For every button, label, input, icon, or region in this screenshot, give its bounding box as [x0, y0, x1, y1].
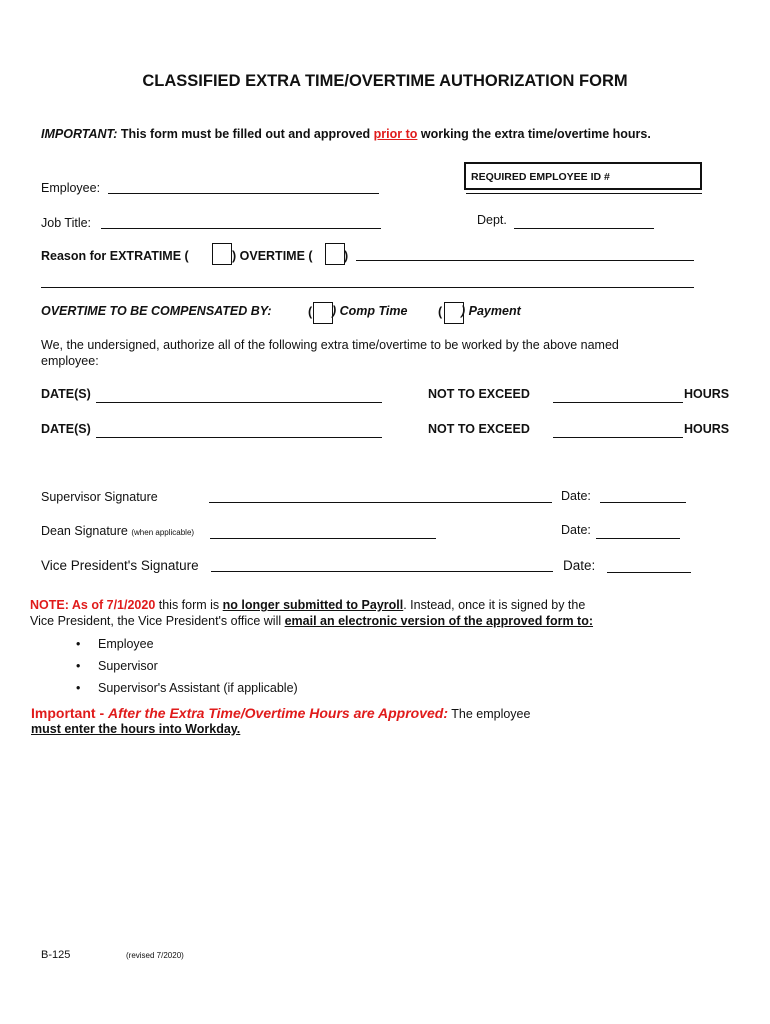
no-longer-text: no longer submitted to Payroll: [222, 598, 404, 612]
overtime-checkbox[interactable]: [325, 243, 345, 265]
important-notice: IMPORTANT: This form must be filled out and approved prior to working the extra time/overtime hours.: [41, 127, 651, 141]
form-code: B-125: [41, 949, 71, 961]
note-line-2: Vice President, the Vice President's office will email an electronic version of the approved form to:: [30, 614, 594, 628]
dates-label-2: DATE(S): [41, 422, 91, 436]
dean-signature-label: Dean Signature (when applicable): [41, 524, 195, 538]
list-item: • Employee: [58, 633, 298, 655]
job-title-label: Job Title:: [41, 216, 92, 230]
dates-input-line-2[interactable]: [96, 437, 382, 438]
comp-time-checkbox[interactable]: [313, 302, 333, 324]
comp-time-label: ) Comp Time: [332, 304, 408, 318]
dept-input-line[interactable]: [514, 228, 654, 229]
dates-label-1: DATE(S): [41, 387, 91, 401]
vp-date-label: Date:: [563, 558, 596, 573]
payment-label: ) Payment: [461, 304, 521, 318]
important-2-label: Important -: [31, 705, 108, 721]
note-label: NOTE: As of 7/1/2020: [30, 598, 156, 612]
email-text: email an electronic version of the approved form to:: [284, 614, 594, 628]
dean-date-label: Date:: [561, 523, 591, 537]
overtime-label: ) OVERTIME (: [232, 249, 313, 263]
close-paren: ): [344, 249, 349, 263]
dean-note: (when applicable): [131, 528, 195, 537]
dean-signature-line[interactable]: [210, 538, 436, 539]
important-2-line: Important - After the Extra Time/Overtime Hours are Approved: The employee: [31, 705, 531, 721]
compensation-label: OVERTIME TO BE COMPENSATED BY:: [41, 304, 272, 318]
authorize-text-2: employee:: [41, 354, 99, 368]
hours-input-line-2[interactable]: [553, 437, 683, 438]
reason-extratime-label: Reason for EXTRATIME (: [41, 249, 189, 263]
hours-input-line-1[interactable]: [553, 402, 683, 403]
extratime-checkbox[interactable]: [212, 243, 232, 265]
prior-to-text: prior to: [373, 127, 418, 141]
dean-date-line[interactable]: [596, 538, 680, 539]
supervisor-signature-label: Supervisor Signature: [41, 490, 158, 504]
vp-date-line[interactable]: [607, 572, 691, 573]
job-title-input-line[interactable]: [101, 228, 381, 229]
not-to-exceed-1: NOT TO EXCEED: [428, 387, 530, 401]
supervisor-date-line[interactable]: [600, 502, 686, 503]
bullet-icon: •: [76, 681, 81, 695]
bullet-icon: •: [76, 637, 81, 651]
authorize-text-1: We, the undersigned, authorize all of the following extra time/overtime to be worked by the above named: [41, 338, 619, 352]
dept-label: Dept.: [477, 213, 507, 227]
employee-label: Employee:: [41, 181, 101, 195]
not-to-exceed-2: NOT TO EXCEED: [428, 422, 530, 436]
reason-input-line[interactable]: [356, 260, 694, 261]
list-item: • Supervisor's Assistant (if applicable): [58, 677, 298, 699]
employee-id-input-line[interactable]: [466, 193, 702, 194]
hours-label-2: HOURS: [684, 422, 730, 436]
employee-id-field[interactable]: REQUIRED EMPLOYEE ID #: [464, 162, 702, 190]
supervisor-signature-line[interactable]: [209, 502, 552, 503]
recipients-list: [58, 633, 298, 699]
important-label: IMPORTANT:: [41, 127, 118, 141]
vp-signature-line[interactable]: [211, 571, 553, 572]
bullet-icon: •: [76, 659, 81, 673]
vp-signature-label: Vice President's Signature: [41, 558, 199, 573]
payment-open-paren: (: [438, 305, 443, 319]
comp-open-paren: (: [308, 305, 313, 319]
form-title: CLASSIFIED EXTRA TIME/OVERTIME AUTHORIZATION FORM: [142, 72, 628, 90]
reason-input-line-2[interactable]: [41, 287, 694, 288]
dates-input-line-1[interactable]: [96, 402, 382, 403]
hours-label-1: HOURS: [684, 387, 730, 401]
supervisor-date-label: Date:: [561, 489, 591, 503]
important-2-underline: must enter the hours into Workday.: [31, 722, 241, 736]
important-2-italic: After the Extra Time/Overtime Hours are Approved:: [108, 705, 448, 721]
note-line-1: NOTE: As of 7/1/2020 this form is no longer submitted to Payroll. Instead, once it is signed by the: [30, 598, 586, 612]
revised-date: (revised 7/2020): [126, 951, 184, 960]
employee-input-line[interactable]: [108, 193, 379, 194]
list-item: • Supervisor: [58, 655, 298, 677]
